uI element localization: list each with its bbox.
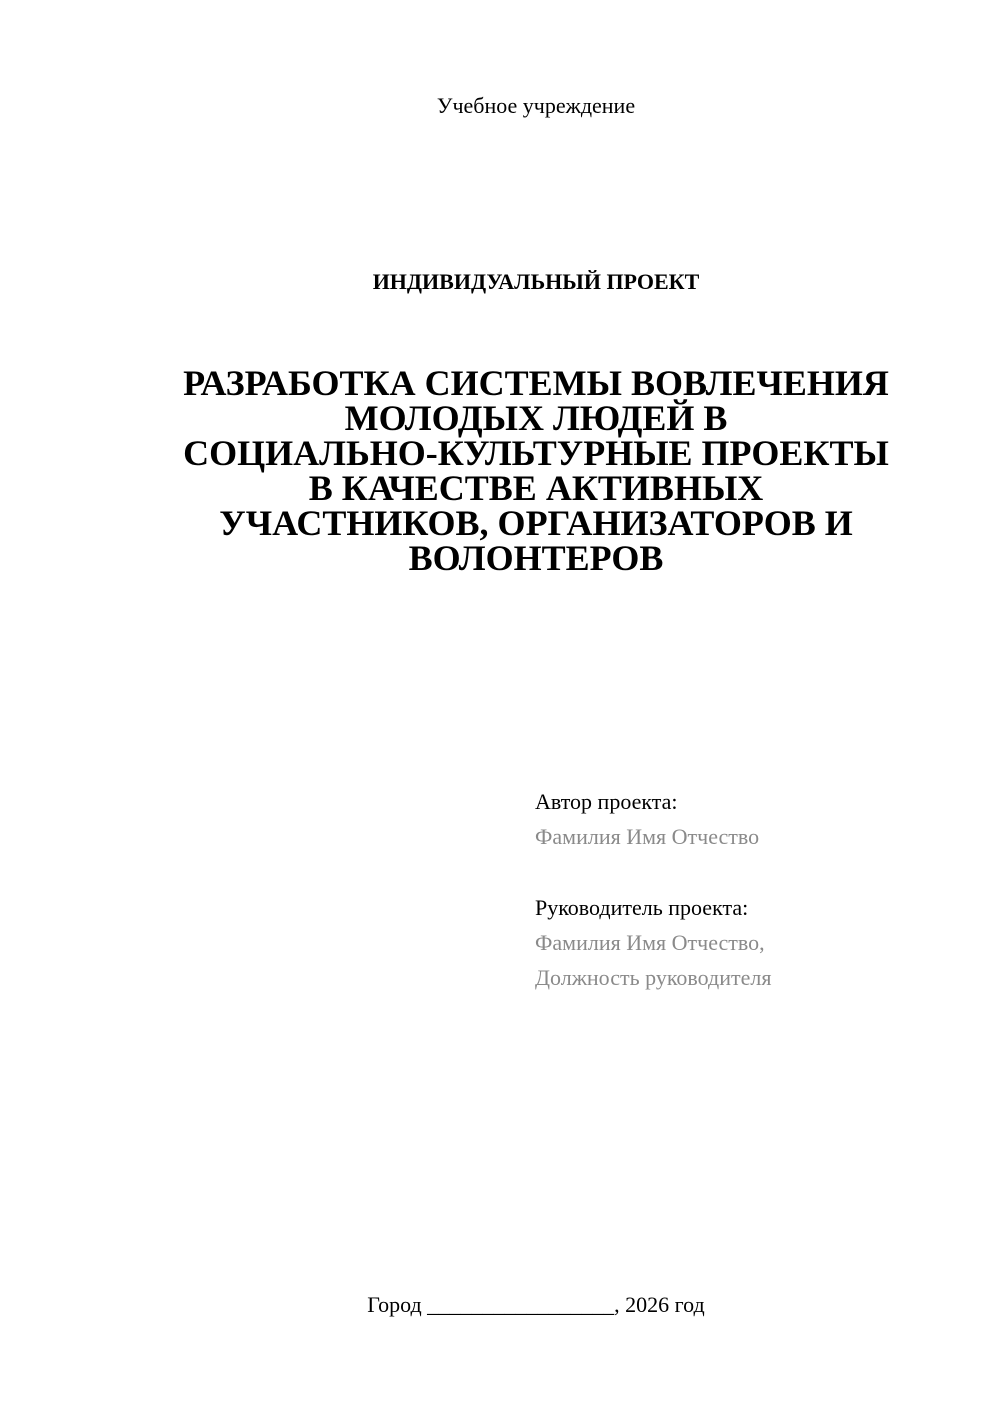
supervisor-label: Руководитель проекта: [535, 895, 749, 920]
project-title-line: ВОЛОНТЕРОВ [408, 538, 664, 578]
project-title-line: В КАЧЕСТВЕ АКТИВНЫХ [308, 468, 764, 508]
project-title-line: МОЛОДЫХ ЛЮДЕЙ В [344, 398, 728, 438]
author-name-placeholder: Фамилия Имя Отчество [535, 824, 760, 849]
project-title-line: РАЗРАБОТКА СИСТЕМЫ ВОВЛЕЧЕНИЯ [183, 363, 889, 403]
supervisor-name-placeholder: Фамилия Имя Отчество, [535, 930, 765, 955]
institution-name: Учебное учреждение [436, 93, 636, 118]
project-title-line: СОЦИАЛЬНО-КУЛЬТУРНЫЕ ПРОЕКТЫ [183, 433, 889, 473]
project-type-heading: ИНДИВИДУАЛЬНЫЙ ПРОЕКТ [372, 269, 700, 294]
supervisor-position-placeholder: Должность руководителя [535, 965, 772, 990]
spacer [535, 858, 975, 894]
project-people-block [535, 788, 975, 999]
city-year-footer: Город _________________, 2026 год [367, 1292, 705, 1317]
project-title [140, 363, 932, 578]
project-title-line: УЧАСТНИКОВ, ОРГАНИЗАТОРОВ И [219, 503, 853, 543]
author-label: Автор проекта: [535, 789, 678, 814]
